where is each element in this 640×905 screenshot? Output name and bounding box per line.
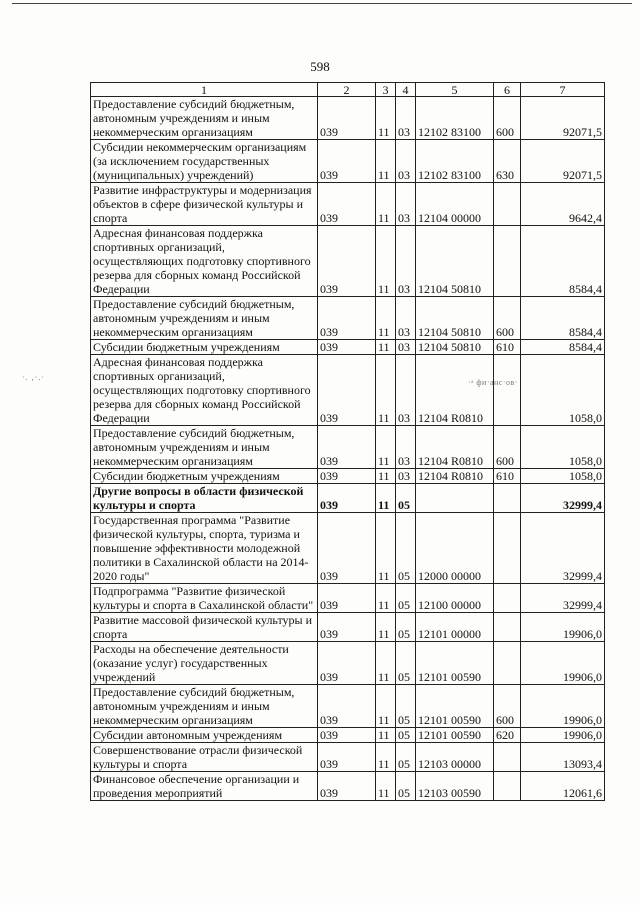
expense-name-cell: Предоставление субсидий бюджетным, автономным учреждениям и иным некоммерческим организациям (91, 426, 318, 469)
ministry-code-cell: 039 (318, 642, 376, 685)
expense-type-cell (494, 613, 521, 642)
target-article-cell (416, 484, 494, 513)
section-code-cell: 11 (376, 642, 396, 685)
subsection-code-cell: 03 (396, 226, 416, 297)
section-code-cell: 11 (376, 97, 396, 140)
expense-type-cell: 620 (494, 728, 521, 743)
amount-cell: 8584,4 (521, 340, 605, 355)
target-article-cell: 12104 R0810 (416, 469, 494, 484)
expense-type-cell (494, 513, 521, 584)
expense-name-cell: Расходы на обеспечение деятельности (оказание услуг) государственных учреждений (91, 642, 318, 685)
target-article-cell: 12104 R0810 (416, 426, 494, 469)
ministry-code-cell: 039 (318, 226, 376, 297)
section-code-cell: 11 (376, 140, 396, 183)
amount-cell: 8584,4 (521, 297, 605, 340)
expense-name-cell: Совершенствование отрасли физической культуры и спорта (91, 743, 318, 772)
target-article-cell: 12104 50810 (416, 297, 494, 340)
subsection-code-cell: 05 (396, 484, 416, 513)
ministry-code-cell: 039 (318, 183, 376, 226)
expense-type-cell (494, 584, 521, 613)
ministry-code-cell: 039 (318, 484, 376, 513)
expense-type-cell (494, 226, 521, 297)
expense-name-cell: Другие вопросы в области физической культуры и спорта (91, 484, 318, 513)
amount-cell: 19906,0 (521, 685, 605, 728)
section-code-cell: 11 (376, 743, 396, 772)
column-number: 6 (494, 83, 521, 97)
section-code-cell: 11 (376, 355, 396, 426)
margin-mark: ·. ,·.· (22, 373, 45, 382)
target-article-cell: 12102 83100 (416, 97, 494, 140)
expense-type-cell (494, 743, 521, 772)
section-code-cell: 11 (376, 340, 396, 355)
ministry-code-cell: 039 (318, 426, 376, 469)
expense-type-cell: 600 (494, 297, 521, 340)
expense-name-cell: Субсидии бюджетным учреждениям (91, 340, 318, 355)
expense-name-cell: Предоставление субсидий бюджетным, автономным учреждениям и иным некоммерческим организациям (91, 97, 318, 140)
ministry-code-cell: 039 (318, 469, 376, 484)
table-row (91, 340, 605, 355)
expense-type-cell: 630 (494, 140, 521, 183)
column-number: 1 (91, 83, 318, 97)
amount-cell: 12061,6 (521, 772, 605, 801)
expense-type-cell: 600 (494, 97, 521, 140)
expense-name-cell: Государственная программа "Развитие физической культуры, спорта, туризма и повышение эффективности молодежной политики в Сахалинской области на 2014-2020 годы" (91, 513, 318, 584)
target-article-cell: 12101 00590 (416, 642, 494, 685)
target-article-cell: 12101 00590 (416, 728, 494, 743)
section-code-cell: 11 (376, 685, 396, 728)
ministry-code-cell: 039 (318, 513, 376, 584)
ministry-code-cell: 039 (318, 140, 376, 183)
expense-type-cell (494, 183, 521, 226)
ministry-code-cell: 039 (318, 297, 376, 340)
amount-cell: 1058,0 (521, 469, 605, 484)
budget-table (90, 82, 605, 801)
subsection-code-cell: 05 (396, 772, 416, 801)
section-code-cell: 11 (376, 613, 396, 642)
section-code-cell: 11 (376, 584, 396, 613)
amount-cell: 13093,4 (521, 743, 605, 772)
column-number: 4 (396, 83, 416, 97)
table-row (91, 226, 605, 297)
expense-type-cell (494, 642, 521, 685)
section-code-cell: 11 (376, 513, 396, 584)
target-article-cell: 12104 R0810 (416, 355, 494, 426)
table-row (91, 584, 605, 613)
ministry-code-cell: 039 (318, 728, 376, 743)
expense-name-cell: Развитие массовой физической культуры и спорта (91, 613, 318, 642)
target-article-cell: 12101 00590 (416, 685, 494, 728)
table-row (91, 97, 605, 140)
section-code-cell: 11 (376, 426, 396, 469)
column-number: 5 (416, 83, 494, 97)
subsection-code-cell: 03 (396, 355, 416, 426)
amount-cell: 8584,4 (521, 226, 605, 297)
amount-cell: 1058,0 (521, 355, 605, 426)
subsection-code-cell: 03 (396, 469, 416, 484)
amount-cell: 92071,5 (521, 97, 605, 140)
expense-name-cell: Подпрограмма "Развитие физической культуры и спорта в Сахалинской области" (91, 584, 318, 613)
amount-cell: 32999,4 (521, 484, 605, 513)
expense-type-cell: 600 (494, 426, 521, 469)
subsection-code-cell: 03 (396, 97, 416, 140)
target-article-cell: 12100 00000 (416, 584, 494, 613)
table-row (91, 513, 605, 584)
table-row (91, 743, 605, 772)
target-article-cell: 12103 00000 (416, 743, 494, 772)
expense-type-cell (494, 484, 521, 513)
target-article-cell: 12101 00000 (416, 613, 494, 642)
table-row (91, 728, 605, 743)
table-row (91, 355, 605, 426)
table-row (91, 469, 605, 484)
column-number: 7 (521, 83, 605, 97)
amount-cell: 19906,0 (521, 613, 605, 642)
expense-name-cell: Финансовое обеспечение организации и проведения мероприятий (91, 772, 318, 801)
table-row (91, 183, 605, 226)
amount-cell: 19906,0 (521, 728, 605, 743)
target-article-cell: 12104 00000 (416, 183, 494, 226)
amount-cell: 19906,0 (521, 642, 605, 685)
ministry-code-cell: 039 (318, 613, 376, 642)
column-number-row (91, 83, 605, 97)
table-row (91, 685, 605, 728)
top-rule (12, 3, 632, 4)
subsection-code-cell: 03 (396, 140, 416, 183)
target-article-cell: 12000 00000 (416, 513, 494, 584)
subsection-code-cell: 03 (396, 183, 416, 226)
ministry-code-cell: 039 (318, 685, 376, 728)
amount-cell: 32999,4 (521, 513, 605, 584)
page-number: 598 (310, 59, 330, 74)
column-number: 3 (376, 83, 396, 97)
section-code-cell: 11 (376, 484, 396, 513)
stamp-text: ·ᵃ фи·анс·ов· (468, 378, 518, 387)
target-article-cell: 12102 83100 (416, 140, 494, 183)
subsection-code-cell: 05 (396, 613, 416, 642)
section-code-cell: 11 (376, 226, 396, 297)
section-code-cell: 11 (376, 297, 396, 340)
expense-type-cell: 610 (494, 469, 521, 484)
ministry-code-cell: 039 (318, 584, 376, 613)
subsection-code-cell: 03 (396, 297, 416, 340)
section-code-cell: 11 (376, 469, 396, 484)
table-row (91, 140, 605, 183)
expense-name-cell: Предоставление субсидий бюджетным, автономным учреждениям и иным некоммерческим организациям (91, 685, 318, 728)
subsection-code-cell: 05 (396, 584, 416, 613)
subsection-code-cell: 03 (396, 426, 416, 469)
section-code-cell: 11 (376, 772, 396, 801)
expense-type-cell: 600 (494, 685, 521, 728)
table-row (91, 484, 605, 513)
expense-name-cell: Предоставление субсидий бюджетным, автономным учреждениям и иным некоммерческим организациям (91, 297, 318, 340)
expense-name-cell: Адресная финансовая поддержка спортивных организаций, осуществляющих подготовку спортивного резерва для сборных команд Российской Федерации (91, 355, 318, 426)
subsection-code-cell: 05 (396, 513, 416, 584)
expense-type-cell: 610 (494, 340, 521, 355)
expense-name-cell: Субсидии бюджетным учреждениям (91, 469, 318, 484)
expense-name-cell: Субсидии автономным учреждениям (91, 728, 318, 743)
subsection-code-cell: 03 (396, 340, 416, 355)
ministry-code-cell: 039 (318, 743, 376, 772)
target-article-cell: 12104 50810 (416, 340, 494, 355)
amount-cell: 92071,5 (521, 140, 605, 183)
expense-name-cell: Развитие инфраструктуры и модернизация объектов в сфере физической культуры и спорта (91, 183, 318, 226)
subsection-code-cell: 05 (396, 743, 416, 772)
column-number: 2 (318, 83, 376, 97)
table-row (91, 297, 605, 340)
table-row (91, 426, 605, 469)
ministry-code-cell: 039 (318, 340, 376, 355)
expense-type-cell (494, 355, 521, 426)
target-article-cell: 12104 50810 (416, 226, 494, 297)
expense-name-cell: Субсидии некоммерческим организациям (за исключением государственных (муниципальных) учреждений) (91, 140, 318, 183)
section-code-cell: 11 (376, 728, 396, 743)
target-article-cell: 12103 00590 (416, 772, 494, 801)
table-row (91, 642, 605, 685)
expense-name-cell: Адресная финансовая поддержка спортивных организаций, осуществляющих подготовку спортивного резерва для сборных команд Российской Федерации (91, 226, 318, 297)
expense-type-cell (494, 772, 521, 801)
amount-cell: 9642,4 (521, 183, 605, 226)
ministry-code-cell: 039 (318, 772, 376, 801)
section-code-cell: 11 (376, 183, 396, 226)
subsection-code-cell: 05 (396, 685, 416, 728)
table-row (91, 613, 605, 642)
subsection-code-cell: 05 (396, 642, 416, 685)
ministry-code-cell: 039 (318, 355, 376, 426)
subsection-code-cell: 05 (396, 728, 416, 743)
amount-cell: 1058,0 (521, 426, 605, 469)
table-row (91, 772, 605, 801)
ministry-code-cell: 039 (318, 97, 376, 140)
amount-cell: 32999,4 (521, 584, 605, 613)
